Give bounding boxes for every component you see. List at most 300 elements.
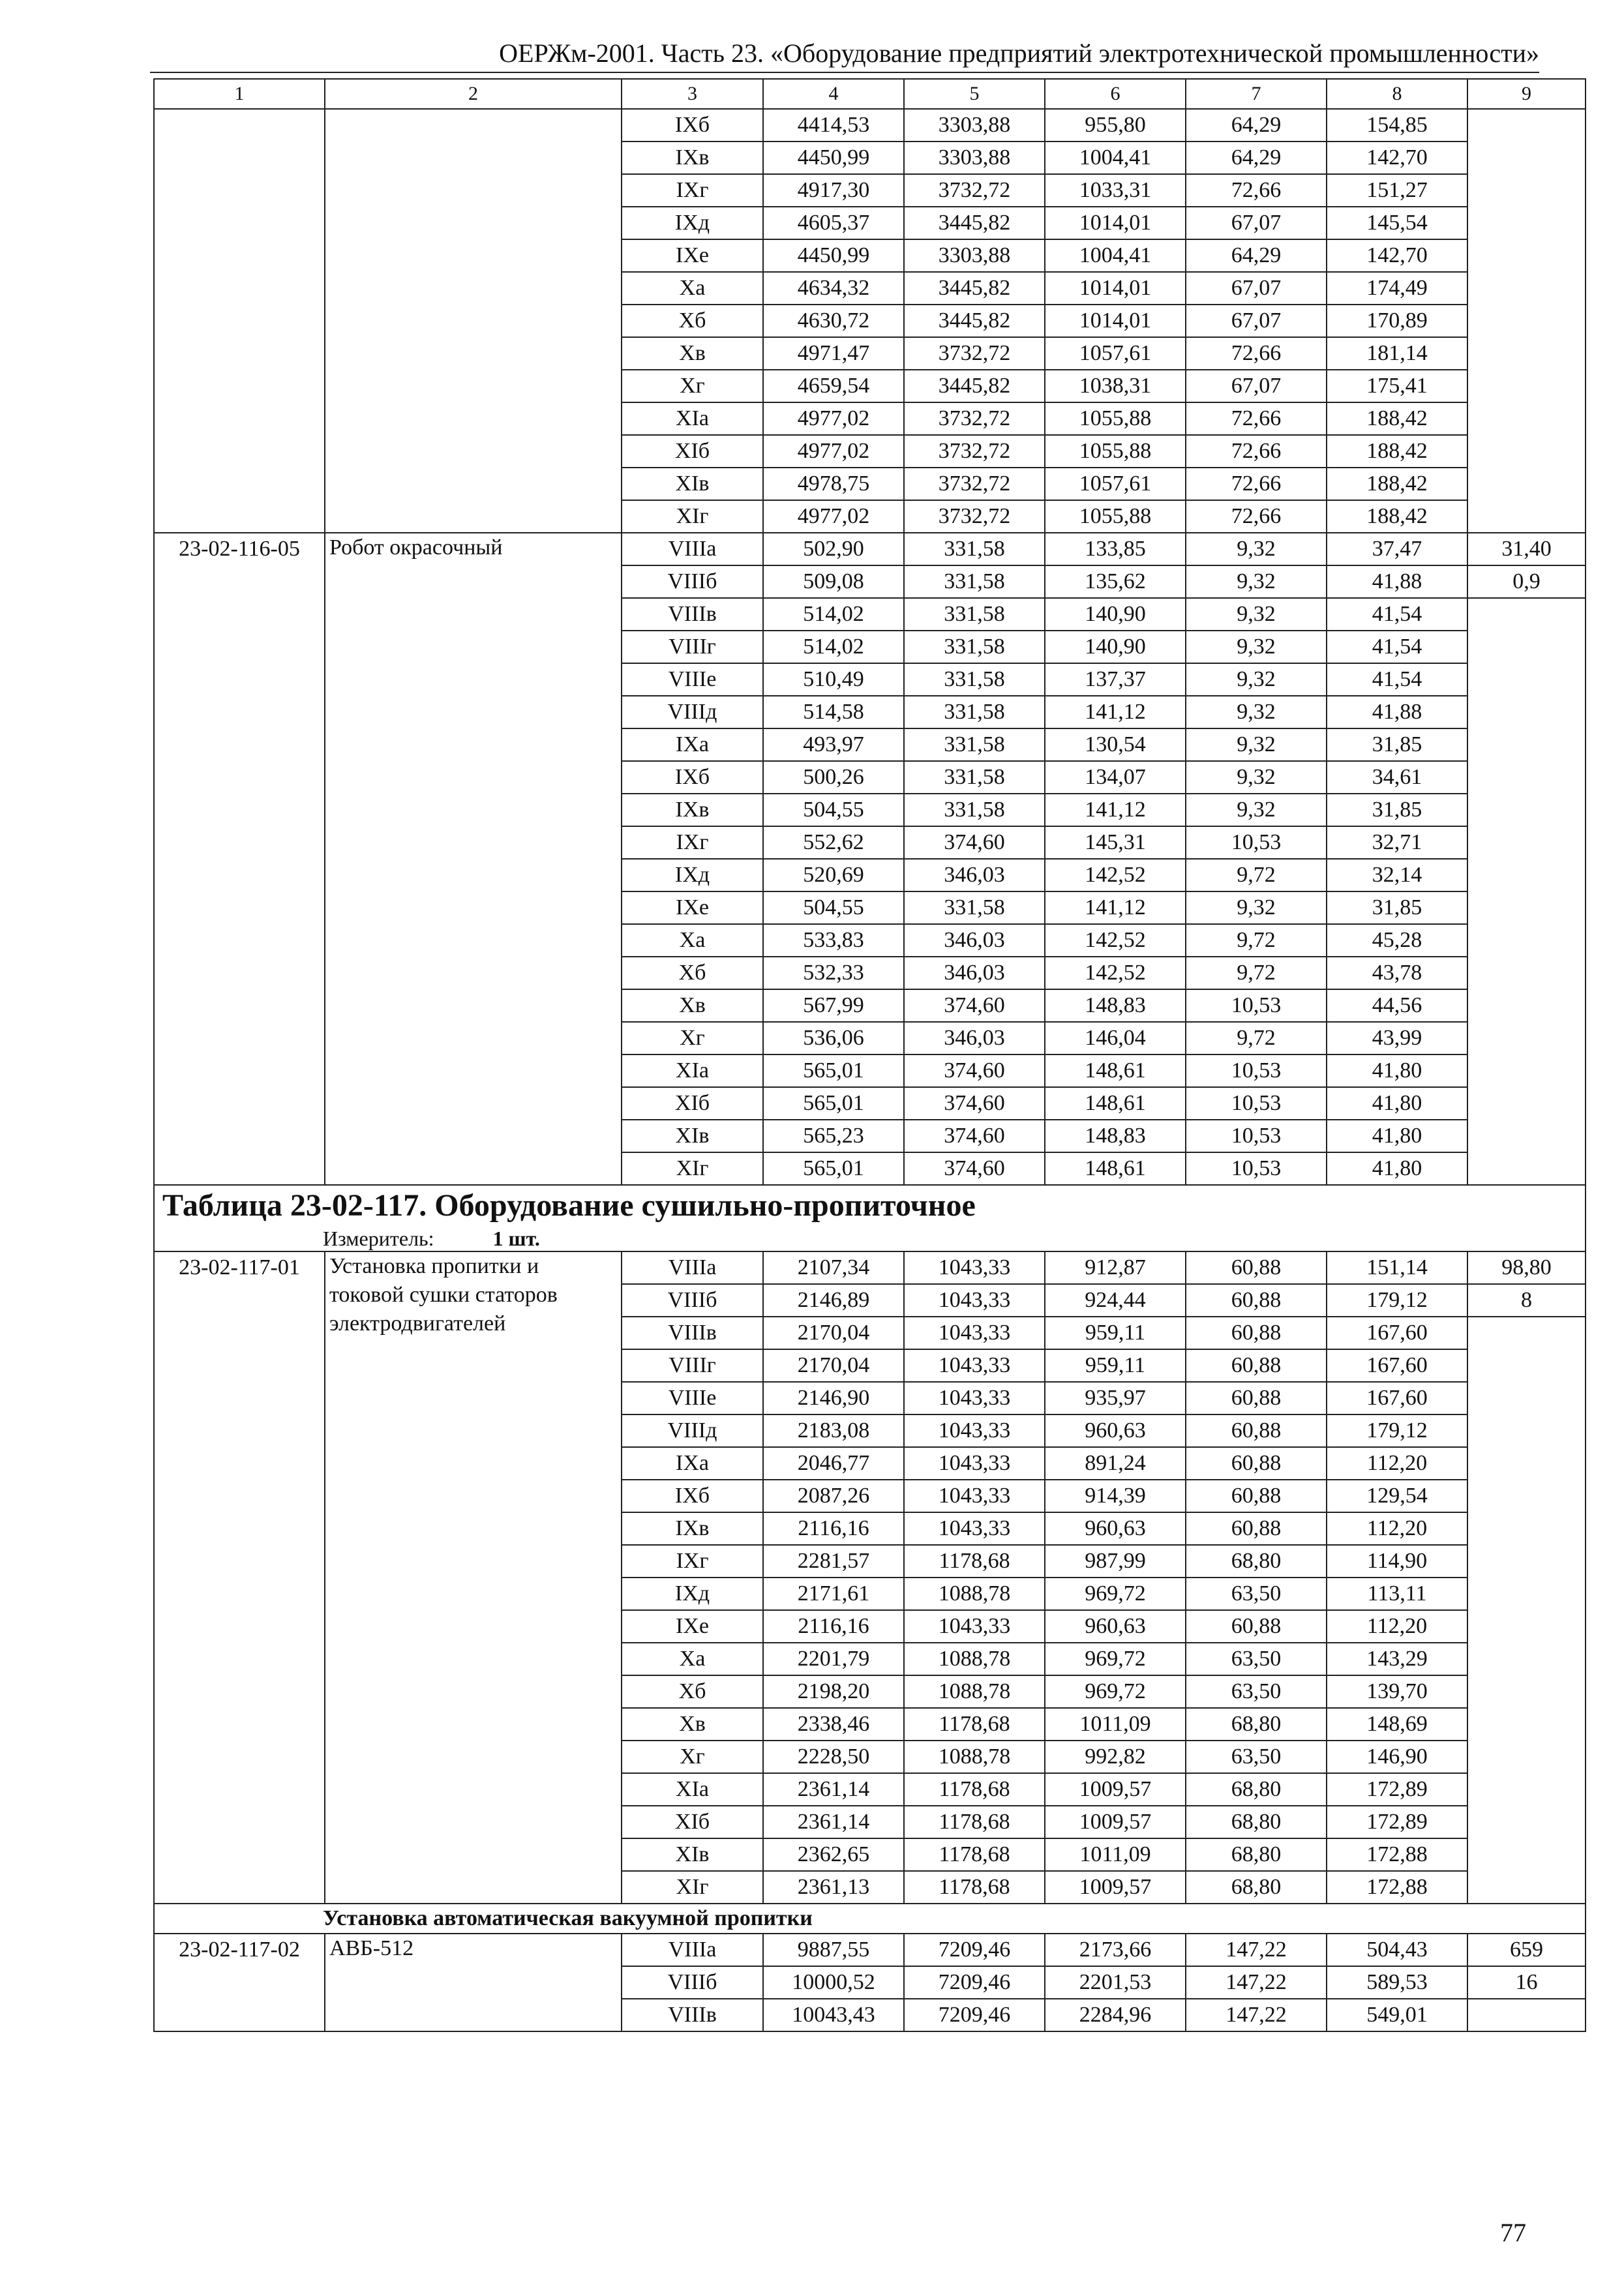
zone-cell: Xб: [622, 305, 763, 337]
materials-cost: 37,47: [1327, 533, 1467, 565]
materials-cost: 146,90: [1327, 1741, 1467, 1773]
zone-cell: IXа: [622, 1447, 763, 1480]
machine-cost: 141,12: [1045, 794, 1186, 826]
materials-cost: 43,78: [1327, 957, 1467, 989]
zone-cell: VIIIд: [622, 1414, 763, 1447]
zone-cell: IXд: [622, 207, 763, 239]
zone-cell: XIб: [622, 1087, 763, 1120]
rate-name: Робот окрасочный: [325, 533, 622, 1185]
operator-wage: 63,50: [1186, 1578, 1327, 1610]
materials-cost: 167,60: [1327, 1349, 1467, 1382]
zone-cell: VIIIг: [622, 1349, 763, 1382]
materials-cost: 44,56: [1327, 989, 1467, 1022]
total-cost: 2116,16: [763, 1610, 904, 1643]
operator-wage: 64,29: [1186, 109, 1327, 142]
total-cost: 4630,72: [763, 305, 904, 337]
zone-cell: VIIIе: [622, 663, 763, 696]
machine-cost: 148,83: [1045, 1120, 1186, 1152]
materials-cost: 188,42: [1327, 500, 1467, 533]
labor-cost: 331,58: [904, 663, 1045, 696]
operator-wage: 63,50: [1186, 1741, 1327, 1773]
labor-cost: 1178,68: [904, 1871, 1045, 1904]
labor-cost: 331,58: [904, 794, 1045, 826]
materials-cost: 148,69: [1327, 1708, 1467, 1741]
materials-cost: 172,88: [1327, 1838, 1467, 1871]
machine-cost: 1014,01: [1045, 305, 1186, 337]
labor-hours: 31,40: [1467, 533, 1586, 565]
operator-wage: 147,22: [1186, 1934, 1327, 1966]
table-title-text: Таблица 23-02-117. Оборудование сушильно-пропиточное: [162, 1188, 976, 1223]
col9-empty: [1467, 1317, 1586, 1904]
materials-cost: 41,54: [1327, 663, 1467, 696]
operator-wage: 9,72: [1186, 957, 1327, 989]
column-number: 2: [325, 79, 622, 109]
machine-cost: 987,99: [1045, 1545, 1186, 1578]
materials-cost: 142,70: [1327, 142, 1467, 174]
zone-cell: Xг: [622, 1022, 763, 1055]
materials-cost: 32,71: [1327, 826, 1467, 859]
labor-cost: 3303,88: [904, 239, 1045, 272]
total-cost: 10000,52: [763, 1966, 904, 1999]
labor-cost: 3732,72: [904, 500, 1045, 533]
zone-cell: Xг: [622, 1741, 763, 1773]
operator-wage: 72,66: [1186, 468, 1327, 500]
zone-cell: Xв: [622, 1708, 763, 1741]
machine-hours: 16: [1467, 1966, 1586, 1999]
labor-cost: 331,58: [904, 598, 1045, 631]
machine-cost: 912,87: [1045, 1251, 1186, 1284]
zone-cell: Xв: [622, 989, 763, 1022]
subsection-title: [154, 1904, 1586, 1934]
page-number: 77: [1500, 2218, 1526, 2247]
materials-cost: 41,80: [1327, 1055, 1467, 1087]
total-cost: 504,55: [763, 794, 904, 826]
rate-name: [325, 109, 622, 533]
labor-cost: 1043,33: [904, 1349, 1045, 1382]
machine-cost: 1055,88: [1045, 402, 1186, 435]
labor-cost: 374,60: [904, 1120, 1045, 1152]
machine-cost: 130,54: [1045, 728, 1186, 761]
operator-wage: 60,88: [1186, 1610, 1327, 1643]
machine-cost: 140,90: [1045, 631, 1186, 663]
zone-cell: IXе: [622, 1610, 763, 1643]
operator-wage: 60,88: [1186, 1251, 1327, 1284]
zone-cell: Xв: [622, 337, 763, 370]
operator-wage: 67,07: [1186, 207, 1327, 239]
machine-cost: 141,12: [1045, 696, 1186, 728]
materials-cost: 45,28: [1327, 924, 1467, 957]
total-cost: 4450,99: [763, 239, 904, 272]
total-cost: 2171,61: [763, 1578, 904, 1610]
materials-cost: 129,54: [1327, 1480, 1467, 1512]
operator-wage: 72,66: [1186, 500, 1327, 533]
zone-cell: Xг: [622, 370, 763, 402]
operator-wage: 64,29: [1186, 239, 1327, 272]
machine-cost: 960,63: [1045, 1610, 1186, 1643]
column-number: 3: [622, 79, 763, 109]
labor-cost: 331,58: [904, 533, 1045, 565]
labor-cost: 331,58: [904, 696, 1045, 728]
machine-cost: 1014,01: [1045, 272, 1186, 305]
machine-cost: 1055,88: [1045, 435, 1186, 468]
total-cost: 4971,47: [763, 337, 904, 370]
labor-cost: 346,03: [904, 859, 1045, 891]
materials-cost: 142,70: [1327, 239, 1467, 272]
operator-wage: 63,50: [1186, 1643, 1327, 1675]
machine-cost: 1004,41: [1045, 239, 1186, 272]
materials-cost: 154,85: [1327, 109, 1467, 142]
total-cost: 565,01: [763, 1087, 904, 1120]
machine-cost: 992,82: [1045, 1741, 1186, 1773]
labor-cost: 3732,72: [904, 402, 1045, 435]
machine-cost: 1038,31: [1045, 370, 1186, 402]
labor-cost: 3732,72: [904, 337, 1045, 370]
machine-hours: 0,9: [1467, 565, 1586, 598]
materials-cost: 41,80: [1327, 1120, 1467, 1152]
labor-cost: 1043,33: [904, 1480, 1045, 1512]
labor-cost: 346,03: [904, 1022, 1045, 1055]
zone-cell: IXе: [622, 239, 763, 272]
labor-hours: 659: [1467, 1934, 1586, 1966]
zone-cell: XIа: [622, 1773, 763, 1806]
zone-cell: IXб: [622, 109, 763, 142]
labor-cost: 374,60: [904, 826, 1045, 859]
materials-cost: 151,14: [1327, 1251, 1467, 1284]
operator-wage: 9,32: [1186, 598, 1327, 631]
materials-cost: 589,53: [1327, 1966, 1467, 1999]
materials-cost: 112,20: [1327, 1512, 1467, 1545]
labor-cost: 3445,82: [904, 370, 1045, 402]
labor-cost: 1088,78: [904, 1643, 1045, 1675]
total-cost: 4414,53: [763, 109, 904, 142]
labor-cost: 3732,72: [904, 174, 1045, 207]
zone-cell: Xа: [622, 924, 763, 957]
machine-cost: 960,63: [1045, 1414, 1186, 1447]
operator-wage: 147,22: [1186, 1999, 1327, 2031]
materials-cost: 172,89: [1327, 1773, 1467, 1806]
operator-wage: 68,80: [1186, 1545, 1327, 1578]
total-cost: 514,02: [763, 598, 904, 631]
operator-wage: 9,32: [1186, 631, 1327, 663]
column-number: 8: [1327, 79, 1467, 109]
total-cost: 2183,08: [763, 1414, 904, 1447]
labor-cost: 346,03: [904, 924, 1045, 957]
materials-cost: 188,42: [1327, 402, 1467, 435]
machine-cost: 142,52: [1045, 957, 1186, 989]
operator-wage: 67,07: [1186, 305, 1327, 337]
labor-cost: 331,58: [904, 891, 1045, 924]
measure-row-cell: [154, 1226, 1586, 1251]
table-row: [154, 1934, 1586, 1966]
table-body: [154, 79, 1586, 2031]
labor-cost: 331,58: [904, 631, 1045, 663]
materials-cost: 114,90: [1327, 1545, 1467, 1578]
operator-wage: 10,53: [1186, 1152, 1327, 1185]
operator-wage: 9,32: [1186, 533, 1327, 565]
total-cost: 2170,04: [763, 1349, 904, 1382]
materials-cost: 175,41: [1327, 370, 1467, 402]
zone-cell: VIIIб: [622, 1284, 763, 1317]
operator-wage: 9,32: [1186, 761, 1327, 794]
machine-cost: 891,24: [1045, 1447, 1186, 1480]
labor-cost: 1178,68: [904, 1838, 1045, 1871]
machine-cost: 935,97: [1045, 1382, 1186, 1414]
machine-cost: 134,07: [1045, 761, 1186, 794]
zone-cell: IXг: [622, 826, 763, 859]
labor-cost: 3445,82: [904, 305, 1045, 337]
total-cost: 493,97: [763, 728, 904, 761]
total-cost: 4450,99: [763, 142, 904, 174]
materials-cost: 172,88: [1327, 1871, 1467, 1904]
operator-wage: 72,66: [1186, 174, 1327, 207]
materials-cost: 113,11: [1327, 1578, 1467, 1610]
machine-cost: 1009,57: [1045, 1773, 1186, 1806]
machine-cost: 955,80: [1045, 109, 1186, 142]
zone-cell: IXб: [622, 1480, 763, 1512]
machine-cost: 1009,57: [1045, 1871, 1186, 1904]
zone-cell: IXг: [622, 174, 763, 207]
materials-cost: 143,29: [1327, 1643, 1467, 1675]
machine-cost: 959,11: [1045, 1317, 1186, 1349]
materials-cost: 41,80: [1327, 1152, 1467, 1185]
materials-cost: 167,60: [1327, 1317, 1467, 1349]
materials-cost: 179,12: [1327, 1284, 1467, 1317]
operator-wage: 60,88: [1186, 1480, 1327, 1512]
rate-code: 23-02-117-02: [154, 1934, 325, 2031]
machine-cost: 960,63: [1045, 1512, 1186, 1545]
materials-cost: 504,43: [1327, 1934, 1467, 1966]
materials-cost: 167,60: [1327, 1382, 1467, 1414]
measure-value: 1 шт.: [492, 1227, 540, 1250]
machine-cost: 148,61: [1045, 1087, 1186, 1120]
machine-cost: 1057,61: [1045, 337, 1186, 370]
zone-cell: VIIIв: [622, 1999, 763, 2031]
table-row: [154, 1251, 1586, 1284]
labor-cost: 1088,78: [904, 1578, 1045, 1610]
zone-cell: IXб: [622, 761, 763, 794]
total-cost: 533,83: [763, 924, 904, 957]
operator-wage: 9,32: [1186, 565, 1327, 598]
total-cost: 2281,57: [763, 1545, 904, 1578]
total-cost: 502,90: [763, 533, 904, 565]
labor-cost: 374,60: [904, 989, 1045, 1022]
total-cost: 4978,75: [763, 468, 904, 500]
machine-cost: 135,62: [1045, 565, 1186, 598]
zone-cell: XIв: [622, 1120, 763, 1152]
total-cost: 2170,04: [763, 1317, 904, 1349]
total-cost: 4659,54: [763, 370, 904, 402]
resource-table: [153, 78, 1586, 2032]
operator-wage: 10,53: [1186, 1087, 1327, 1120]
total-cost: 2116,16: [763, 1512, 904, 1545]
labor-cost: 374,60: [904, 1055, 1045, 1087]
materials-cost: 41,54: [1327, 631, 1467, 663]
zone-cell: VIIIа: [622, 533, 763, 565]
materials-cost: 139,70: [1327, 1675, 1467, 1708]
labor-cost: 331,58: [904, 565, 1045, 598]
table-title: [154, 1185, 1586, 1226]
page-header: ОЕРЖм-2001. Часть 23. «Оборудование предприятий электротехнической промышленности»: [499, 38, 1539, 68]
total-cost: 4977,02: [763, 435, 904, 468]
materials-cost: 41,88: [1327, 696, 1467, 728]
operator-wage: 68,80: [1186, 1871, 1327, 1904]
operator-wage: 10,53: [1186, 989, 1327, 1022]
zone-cell: IXе: [622, 891, 763, 924]
labor-cost: 1043,33: [904, 1447, 1045, 1480]
materials-cost: 188,42: [1327, 468, 1467, 500]
zone-cell: XIг: [622, 1871, 763, 1904]
materials-cost: 549,01: [1327, 1999, 1467, 2031]
operator-wage: 60,88: [1186, 1317, 1327, 1349]
operator-wage: 60,88: [1186, 1447, 1327, 1480]
labor-cost: 3445,82: [904, 207, 1045, 239]
materials-cost: 32,14: [1327, 859, 1467, 891]
machine-cost: 141,12: [1045, 891, 1186, 924]
total-cost: 2361,14: [763, 1773, 904, 1806]
total-cost: 532,33: [763, 957, 904, 989]
materials-cost: 174,49: [1327, 272, 1467, 305]
zone-cell: IXг: [622, 1545, 763, 1578]
rate-name: АВБ-512: [325, 1934, 622, 2031]
operator-wage: 60,88: [1186, 1382, 1327, 1414]
operator-wage: 60,88: [1186, 1349, 1327, 1382]
zone-cell: XIг: [622, 500, 763, 533]
labor-hours: 98,80: [1467, 1251, 1586, 1284]
materials-cost: 41,80: [1327, 1087, 1467, 1120]
total-cost: 2046,77: [763, 1447, 904, 1480]
total-cost: 2087,26: [763, 1480, 904, 1512]
machine-cost: 145,31: [1045, 826, 1186, 859]
materials-cost: 34,61: [1327, 761, 1467, 794]
total-cost: 2146,89: [763, 1284, 904, 1317]
column-number: 5: [904, 79, 1045, 109]
total-cost: 4605,37: [763, 207, 904, 239]
rate-code: [154, 109, 325, 533]
table-row: [154, 533, 1586, 565]
materials-cost: 151,27: [1327, 174, 1467, 207]
machine-cost: 148,61: [1045, 1152, 1186, 1185]
machine-cost: 959,11: [1045, 1349, 1186, 1382]
labor-cost: 1088,78: [904, 1675, 1045, 1708]
total-cost: 509,08: [763, 565, 904, 598]
machine-cost: 969,72: [1045, 1578, 1186, 1610]
labor-cost: 7209,46: [904, 1966, 1045, 1999]
operator-wage: 72,66: [1186, 337, 1327, 370]
labor-cost: 3732,72: [904, 468, 1045, 500]
zone-cell: Xб: [622, 1675, 763, 1708]
zone-cell: VIIIб: [622, 565, 763, 598]
materials-cost: 43,99: [1327, 1022, 1467, 1055]
total-cost: 2198,20: [763, 1675, 904, 1708]
zone-cell: VIIIа: [622, 1934, 763, 1966]
rate-name: Установка пропитки и токовой сушки статоров электродвигателей: [325, 1251, 622, 1904]
machine-cost: 969,72: [1045, 1643, 1186, 1675]
machine-cost: 146,04: [1045, 1022, 1186, 1055]
materials-cost: 145,54: [1327, 207, 1467, 239]
zone-cell: IXа: [622, 728, 763, 761]
operator-wage: 60,88: [1186, 1284, 1327, 1317]
operator-wage: 60,88: [1186, 1512, 1327, 1545]
zone-cell: XIг: [622, 1152, 763, 1185]
machine-cost: 1014,01: [1045, 207, 1186, 239]
machine-cost: 140,90: [1045, 598, 1186, 631]
labor-cost: 3732,72: [904, 435, 1045, 468]
header-rule: [150, 72, 1539, 73]
zone-cell: XIб: [622, 435, 763, 468]
labor-cost: 3303,88: [904, 109, 1045, 142]
labor-cost: 7209,46: [904, 1934, 1045, 1966]
operator-wage: 10,53: [1186, 1120, 1327, 1152]
zone-cell: VIIIд: [622, 696, 763, 728]
rate-code: 23-02-116-05: [154, 533, 325, 1185]
labor-cost: 1178,68: [904, 1545, 1045, 1578]
zone-cell: VIIIв: [622, 1317, 763, 1349]
operator-wage: 147,22: [1186, 1966, 1327, 1999]
operator-wage: 63,50: [1186, 1675, 1327, 1708]
zone-cell: IXд: [622, 859, 763, 891]
labor-cost: 331,58: [904, 761, 1045, 794]
labor-cost: 346,03: [904, 957, 1045, 989]
machine-cost: 2284,96: [1045, 1999, 1186, 2031]
machine-cost: 1009,57: [1045, 1806, 1186, 1838]
labor-cost: 1088,78: [904, 1741, 1045, 1773]
total-cost: 4917,30: [763, 174, 904, 207]
operator-wage: 72,66: [1186, 402, 1327, 435]
operator-wage: 72,66: [1186, 435, 1327, 468]
machine-cost: 914,39: [1045, 1480, 1186, 1512]
zone-cell: IXв: [622, 142, 763, 174]
total-cost: 565,01: [763, 1152, 904, 1185]
machine-cost: 1055,88: [1045, 500, 1186, 533]
total-cost: 552,62: [763, 826, 904, 859]
operator-wage: 10,53: [1186, 826, 1327, 859]
materials-cost: 31,85: [1327, 794, 1467, 826]
machine-cost: 148,61: [1045, 1055, 1186, 1087]
operator-wage: 9,32: [1186, 663, 1327, 696]
total-cost: 565,23: [763, 1120, 904, 1152]
materials-cost: 179,12: [1327, 1414, 1467, 1447]
machine-cost: 133,85: [1045, 533, 1186, 565]
machine-cost: 1011,09: [1045, 1838, 1186, 1871]
rate-code: 23-02-117-01: [154, 1251, 325, 1904]
operator-wage: 9,32: [1186, 794, 1327, 826]
column-number: 9: [1467, 79, 1586, 109]
operator-wage: 9,72: [1186, 859, 1327, 891]
machine-cost: 142,52: [1045, 924, 1186, 957]
total-cost: 2201,79: [763, 1643, 904, 1675]
zone-cell: Xб: [622, 957, 763, 989]
zone-cell: VIIIб: [622, 1966, 763, 1999]
total-cost: 2361,13: [763, 1871, 904, 1904]
labor-cost: 1043,33: [904, 1610, 1045, 1643]
materials-cost: 170,89: [1327, 305, 1467, 337]
column-number: 4: [763, 79, 904, 109]
operator-wage: 9,32: [1186, 728, 1327, 761]
labor-cost: 3303,88: [904, 142, 1045, 174]
total-cost: 567,99: [763, 989, 904, 1022]
total-cost: 504,55: [763, 891, 904, 924]
materials-cost: 41,88: [1327, 565, 1467, 598]
operator-wage: 9,32: [1186, 696, 1327, 728]
zone-cell: XIб: [622, 1806, 763, 1838]
machine-cost: 1004,41: [1045, 142, 1186, 174]
operator-wage: 10,53: [1186, 1055, 1327, 1087]
total-cost: 536,06: [763, 1022, 904, 1055]
zone-cell: IXв: [622, 794, 763, 826]
materials-cost: 188,42: [1327, 435, 1467, 468]
col9-empty: [1467, 109, 1586, 533]
labor-cost: 1043,33: [904, 1251, 1045, 1284]
